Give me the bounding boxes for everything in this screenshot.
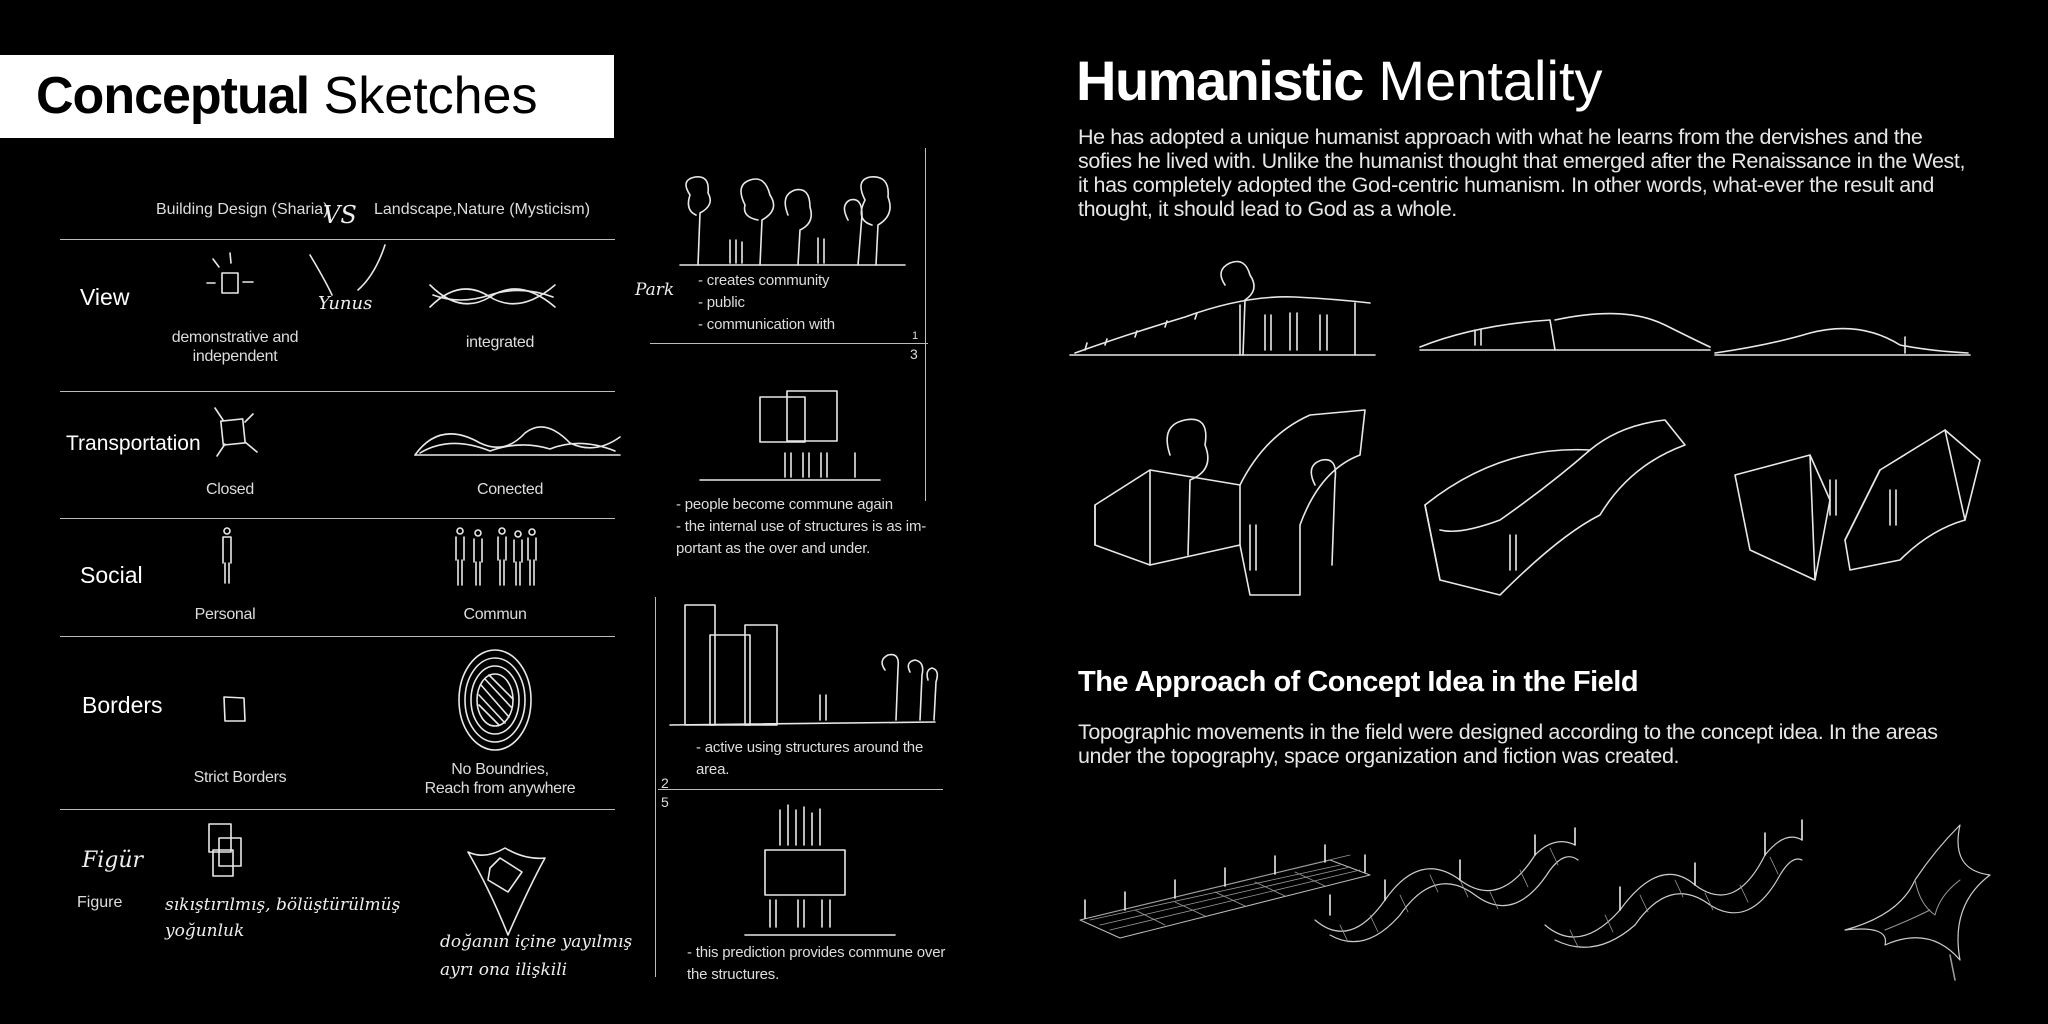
sketch-single-person bbox=[215, 525, 240, 590]
notes-commune-again: - people become commune again - the internal use of structures is as im- portant as the over and under. bbox=[676, 496, 927, 557]
row-label-view: View bbox=[80, 284, 130, 310]
sketch-section-hill-3 bbox=[1710, 315, 1975, 360]
hand-note-spread-nature: doğanın içine yayılmış ayrı ona ilişkili bbox=[440, 932, 633, 980]
hand-note-compressed: sıkıştırılmış, bölüştürülmüş yoğunluk bbox=[165, 895, 401, 941]
column-divider bbox=[658, 789, 943, 790]
table-divider bbox=[60, 809, 615, 810]
header-vs: VS bbox=[323, 201, 357, 229]
hand-note-yunus: Yunus bbox=[318, 293, 373, 314]
row-label-borders: Borders bbox=[82, 692, 163, 718]
caption-strict-borders: Strict Borders bbox=[193, 769, 287, 786]
notes-active-using: - active using structures around the area. bbox=[696, 739, 924, 778]
column-divider bbox=[925, 148, 926, 501]
sketch-number: 3 bbox=[910, 346, 918, 362]
sketch-section-hill-1 bbox=[1065, 255, 1385, 360]
sketch-perspective-3 bbox=[1730, 420, 1985, 590]
column-divider bbox=[650, 343, 928, 344]
sketch-closed-box bbox=[205, 400, 265, 470]
paragraph-humanistic: He has adopted a unique humanist approach with what he learns from the dervishes and the sofies he lived with. Unlike the humanist thought that emerged after the Renaissance in the West, it has completely adopted the God-centric humanism. In other words, what-ever the result and thought, it should lead to God as a whole. bbox=[1078, 125, 1966, 221]
sketch-spread-shape bbox=[460, 840, 550, 940]
row-label-figur-hand: Figür bbox=[82, 848, 144, 873]
sketch-number: 5 bbox=[661, 794, 669, 810]
sketch-floating-boxes bbox=[695, 385, 885, 485]
sketch-section-hill-2 bbox=[1415, 295, 1715, 355]
row-label-figure: Figure bbox=[77, 894, 123, 911]
row-label-social: Social bbox=[80, 562, 143, 588]
caption-commun: Commun bbox=[463, 606, 527, 623]
caption-conected: Conected bbox=[476, 481, 544, 498]
sketch-park-trees bbox=[670, 175, 910, 270]
sketch-overlapping-boxes bbox=[205, 820, 250, 885]
notes-community: - creates community - public - communication with bbox=[698, 272, 835, 333]
subtitle-approach: The Approach of Concept Idea in the Field bbox=[1078, 666, 1639, 698]
park-label: Park bbox=[635, 280, 675, 300]
caption-closed: Closed bbox=[205, 481, 254, 498]
sketch-perspective-2 bbox=[1420, 405, 1690, 605]
page-title: Conceptual Sketches bbox=[36, 67, 538, 125]
sketch-perspective-1 bbox=[1090, 395, 1370, 605]
sketch-converging-lines bbox=[300, 240, 390, 315]
header-landscape: Landscape,Nature (Mysticism) bbox=[374, 201, 591, 218]
caption-integrated: integrated bbox=[465, 334, 535, 351]
sketch-star-canopy bbox=[1840, 820, 2000, 985]
section-title: Humanistic Mentality bbox=[1076, 49, 1603, 112]
sketch-concentric-rings bbox=[455, 645, 535, 755]
table-divider bbox=[60, 636, 615, 637]
sketch-wave-mesh-2 bbox=[1540, 815, 1805, 960]
sketch-raised-structure bbox=[740, 795, 900, 940]
sketch-strict-border-box bbox=[220, 693, 250, 725]
sketch-connected-hills bbox=[410, 415, 625, 460]
row-label-transportation: Transportation bbox=[66, 432, 201, 455]
sketch-group-of-people bbox=[450, 525, 540, 595]
notes-prediction: - this prediction provides commune over the structures. bbox=[687, 944, 946, 983]
sketch-tall-buildings bbox=[670, 600, 940, 730]
column-divider bbox=[655, 597, 656, 977]
paragraph-topographic: Topographic movements in the field were designed according to the concept idea. In the areas under the topography, space organization and fiction was created. bbox=[1078, 720, 1938, 768]
sketch-intertwined-waves bbox=[425, 275, 560, 320]
caption-demonstrative: demonstrative and independent bbox=[171, 329, 299, 365]
header-building-design: Building Design (Sharia) bbox=[156, 201, 329, 218]
table-divider bbox=[60, 518, 615, 519]
table-divider bbox=[60, 391, 615, 392]
caption-personal: Personal bbox=[194, 606, 256, 623]
sketch-number: 1 bbox=[912, 330, 918, 342]
caption-no-boundries: No Boundries, Reach from anywhere bbox=[424, 761, 576, 797]
sketch-number: 2 bbox=[661, 775, 669, 791]
sketch-independent-box bbox=[195, 245, 275, 305]
